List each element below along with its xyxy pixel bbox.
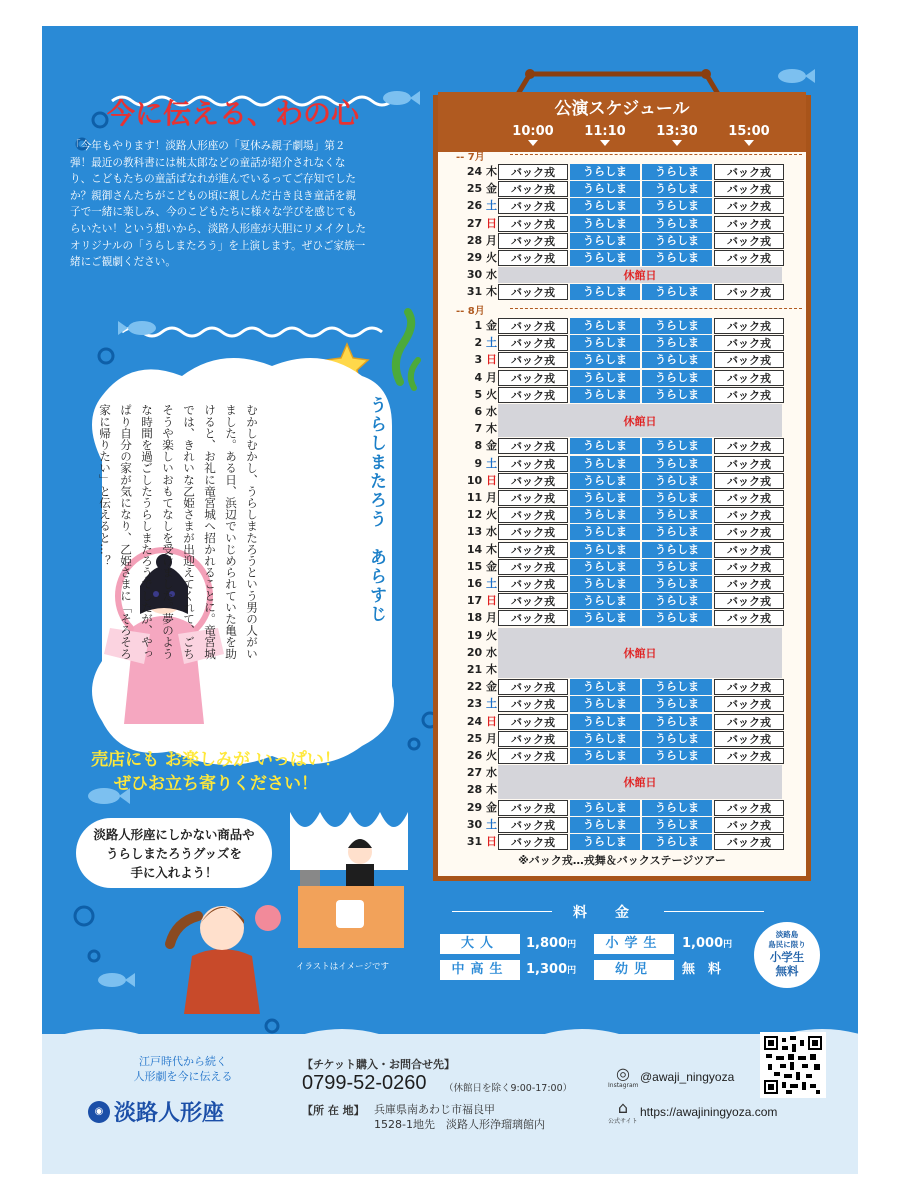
- performance-backstage: バック戎: [498, 800, 568, 816]
- home-icon: ⌂ 公式サイト: [608, 1098, 638, 1125]
- weekday: 水: [486, 405, 497, 418]
- performance-backstage: バック戎: [498, 748, 568, 764]
- story-text: むかしむかし、うらしまたろうという男の人がいました。ある日、浜辺でいじめられていた亀を助けると、お礼に竜宮城へ招かれることに。竜宮城では、きれいな乙姫さまが出迎えてくれて、ごちそうや楽しいおもてなしを受けました。夢のような時間を過ごしたうらしまたろうでしたが、やっぱり自分の家が気になり、乙姫さまに「そろそろ家に帰りたい」と伝えると…？: [98, 404, 259, 660]
- date-number: 19: [466, 628, 483, 642]
- performance-urashima: うらしま: [642, 696, 712, 712]
- schedule-title: 公演スケジュール: [554, 99, 690, 119]
- weekday: 土: [486, 336, 497, 350]
- performance-backstage: バック戎: [498, 284, 568, 300]
- divider: [510, 154, 802, 155]
- performance-backstage: バック戎: [714, 748, 784, 764]
- date-label: [440, 233, 497, 249]
- time-arrows: [0, 0, 900, 160]
- performance-urashima: うらしま: [642, 490, 712, 506]
- date-number: 15: [466, 559, 483, 573]
- date-number: 24: [466, 165, 483, 178]
- performance-urashima: うらしま: [642, 164, 712, 180]
- performance-urashima: うらしま: [642, 610, 712, 626]
- performance-urashima: うらしま: [570, 679, 640, 695]
- date-number: 5: [474, 387, 483, 401]
- date-number: 8: [474, 439, 483, 453]
- date-label: [440, 473, 497, 489]
- performance-urashima: うらしま: [642, 542, 712, 558]
- weekday: 土: [486, 199, 497, 213]
- price-label-infant: 幼児: [594, 960, 674, 980]
- performance-urashima: うらしま: [642, 284, 712, 300]
- performance-urashima: うらしま: [570, 542, 640, 558]
- weekday: 木: [486, 542, 497, 556]
- weekday: 火: [486, 508, 497, 522]
- performance-backstage: バック戎: [714, 696, 784, 712]
- date-label: [440, 800, 497, 816]
- address-label: 【所 在 地】: [302, 1104, 365, 1117]
- performance-urashima: うらしま: [642, 593, 712, 609]
- islander-badge: 淡路島 島民に限り 小学生 無料: [752, 920, 822, 990]
- performance-backstage: バック戎: [714, 233, 784, 249]
- phone-number[interactable]: 0799-52-0260: [302, 1072, 427, 1094]
- performance-urashima: うらしま: [570, 456, 640, 472]
- month-label: -- 8月: [456, 306, 485, 317]
- performance-urashima: うらしま: [642, 198, 712, 214]
- date-label: [440, 559, 497, 575]
- weekday: 日: [486, 594, 497, 608]
- performance-backstage: バック戎: [498, 834, 568, 850]
- date-label: [440, 318, 497, 334]
- date-label: [440, 284, 497, 300]
- time-header: 13:30: [656, 124, 698, 139]
- performance-urashima: うらしま: [642, 318, 712, 334]
- performance-urashima: うらしま: [570, 834, 640, 850]
- closed-day-block: 休館日: [498, 404, 782, 437]
- price-label-junior: 中高生: [440, 960, 520, 980]
- weekday: 金: [486, 182, 497, 196]
- performance-backstage: バック戎: [498, 216, 568, 232]
- performance-backstage: バック戎: [714, 216, 784, 232]
- weekday: 金: [486, 680, 497, 694]
- date-number: 31: [466, 285, 483, 299]
- date-number: 1: [474, 319, 483, 332]
- date-label: [440, 679, 497, 695]
- weekday: 土: [486, 817, 497, 831]
- performance-urashima: うらしま: [570, 473, 640, 489]
- logo: ◉ 淡路人形座: [88, 1096, 224, 1127]
- performance-urashima: うらしま: [642, 507, 712, 523]
- story-title: うらしまたろう あらすじ: [366, 396, 386, 624]
- performance-backstage: バック戎: [498, 164, 568, 180]
- performance-urashima: うらしま: [642, 456, 712, 472]
- date-label: [440, 335, 497, 351]
- tagline: 江戸時代から続く 人形劇を今に伝える: [133, 1055, 233, 1083]
- image-note: イラストはイメージです: [296, 962, 389, 972]
- performance-urashima: うらしま: [570, 164, 640, 180]
- price-value-adult: 1,800円: [526, 936, 577, 951]
- date-label: [440, 490, 497, 506]
- price-value-junior: 1,300円: [526, 962, 577, 977]
- date-label: [440, 181, 497, 197]
- performance-backstage: バック戎: [498, 456, 568, 472]
- weekday: 金: [486, 800, 497, 814]
- contact-heading: 【チケット購入・お問合せ先】: [302, 1058, 456, 1071]
- performance-backstage: バック戎: [498, 593, 568, 609]
- date-label: [440, 731, 497, 747]
- time-header: 10:00: [512, 124, 554, 139]
- date-number: 14: [466, 542, 483, 556]
- performance-backstage: バック戎: [498, 524, 568, 540]
- weekday: 金: [486, 319, 497, 332]
- date-label: [440, 696, 497, 712]
- performance-urashima: うらしま: [570, 233, 640, 249]
- date-label: [440, 817, 497, 833]
- price-value-elementary: 1,000円: [682, 936, 733, 951]
- time-header: 15:00: [728, 124, 770, 139]
- divider: [510, 308, 802, 309]
- weekday: 月: [486, 491, 497, 504]
- date-label: [440, 438, 497, 454]
- performance-backstage: バック戎: [498, 576, 568, 592]
- performance-urashima: うらしま: [642, 216, 712, 232]
- weekday: 水: [486, 525, 497, 539]
- performance-backstage: バック戎: [714, 370, 784, 386]
- girl-illustration: [170, 905, 281, 1014]
- weekday: 火: [486, 628, 497, 642]
- weekday: 月: [486, 233, 497, 247]
- weekday: 日: [486, 473, 497, 487]
- date-label: [440, 216, 497, 232]
- performance-urashima: うらしま: [570, 352, 640, 368]
- performance-urashima: うらしま: [570, 318, 640, 334]
- weekday: 土: [486, 697, 497, 711]
- weekday: 土: [486, 577, 497, 590]
- month-label: -- 7月: [456, 152, 485, 163]
- date-number: 24: [466, 714, 483, 728]
- date-number: 4: [474, 370, 483, 384]
- performance-backstage: バック戎: [714, 731, 784, 747]
- performance-urashima: うらしま: [570, 817, 640, 833]
- weekday: 日: [486, 714, 497, 728]
- performance-urashima: うらしま: [642, 576, 712, 592]
- date-label: [440, 524, 497, 540]
- price-label-adult: 大人: [440, 934, 520, 954]
- date-number: 25: [466, 731, 483, 745]
- performance-urashima: うらしま: [570, 181, 640, 197]
- date-number: 29: [466, 251, 483, 264]
- performance-urashima: うらしま: [642, 233, 712, 249]
- performance-backstage: バック戎: [714, 800, 784, 816]
- performance-urashima: うらしま: [642, 817, 712, 833]
- date-number: 21: [466, 663, 483, 676]
- performance-backstage: バック戎: [714, 473, 784, 489]
- performance-backstage: バック戎: [498, 679, 568, 695]
- date-label: [440, 421, 497, 437]
- weekday: 月: [486, 611, 497, 625]
- date-label: [440, 748, 497, 764]
- performance-backstage: バック戎: [714, 387, 784, 403]
- performance-urashima: うらしま: [642, 250, 712, 266]
- phone-hours: （休館日を除く9:00-17:00）: [444, 1083, 573, 1094]
- performance-urashima: うらしま: [642, 559, 712, 575]
- performance-urashima: うらしま: [570, 490, 640, 506]
- date-label: [440, 834, 497, 850]
- shop-illustration: [290, 812, 408, 948]
- performance-backstage: バック戎: [714, 490, 784, 506]
- performance-urashima: うらしま: [570, 284, 640, 300]
- address: 兵庫県南あわじ市福良甲 1528-1地先 淡路人形浄瑠璃館内: [374, 1103, 545, 1131]
- performance-urashima: うらしま: [642, 438, 712, 454]
- weekday: 月: [486, 731, 497, 745]
- performance-urashima: うらしま: [570, 731, 640, 747]
- performance-urashima: うらしま: [642, 834, 712, 850]
- performance-backstage: バック戎: [498, 387, 568, 403]
- price-value-infant: 無 料: [682, 962, 722, 977]
- performance-backstage: バック戎: [714, 610, 784, 626]
- date-label: [440, 542, 497, 558]
- performance-urashima: うらしま: [570, 250, 640, 266]
- performance-urashima: うらしま: [570, 507, 640, 523]
- date-number: 26: [466, 749, 483, 762]
- date-label: [440, 628, 497, 644]
- date-number: 25: [466, 182, 483, 196]
- performance-urashima: うらしま: [570, 335, 640, 351]
- performance-backstage: バック戎: [714, 593, 784, 609]
- performance-backstage: バック戎: [714, 524, 784, 540]
- performance-urashima: うらしま: [642, 387, 712, 403]
- date-number: 20: [466, 645, 483, 659]
- wavy-line-bottom: [122, 328, 382, 336]
- performance-backstage: バック戎: [498, 318, 568, 334]
- date-number: 28: [466, 233, 483, 247]
- date-label: [440, 352, 497, 368]
- closed-day-block: 休館日: [498, 765, 782, 798]
- weekday: 日: [486, 216, 497, 230]
- headline: 今に伝える、わの心: [106, 97, 360, 130]
- performance-backstage: バック戎: [498, 490, 568, 506]
- performance-backstage: バック戎: [498, 233, 568, 249]
- date-number: 2: [474, 336, 483, 350]
- weekday: 金: [486, 439, 497, 453]
- date-number: 26: [466, 199, 483, 213]
- performance-backstage: バック戎: [498, 559, 568, 575]
- performance-urashima: うらしま: [642, 335, 712, 351]
- weekday: 木: [486, 422, 497, 436]
- performance-backstage: バック戎: [714, 834, 784, 850]
- date-number: 27: [466, 766, 483, 780]
- date-label: [440, 593, 497, 609]
- date-label: [440, 404, 497, 420]
- date-label: [440, 198, 497, 214]
- price-title: 料金: [573, 905, 657, 921]
- performance-backstage: バック戎: [714, 456, 784, 472]
- date-label: [440, 250, 497, 266]
- weekday: 日: [486, 353, 497, 367]
- performance-urashima: うらしま: [642, 352, 712, 368]
- performance-backstage: バック戎: [498, 714, 568, 730]
- date-label: [440, 782, 497, 798]
- performance-urashima: うらしま: [570, 610, 640, 626]
- qr-code[interactable]: [760, 1032, 826, 1098]
- performance-urashima: うらしま: [570, 714, 640, 730]
- weekday: 火: [486, 749, 497, 762]
- weekday: 月: [486, 370, 497, 384]
- date-number: 13: [466, 525, 483, 539]
- weekday: 木: [486, 663, 497, 676]
- weekday: 土: [486, 456, 497, 470]
- performance-backstage: バック戎: [498, 731, 568, 747]
- performance-backstage: バック戎: [498, 473, 568, 489]
- weekday: 金: [486, 559, 497, 573]
- date-number: 12: [466, 508, 483, 522]
- logo-mark-icon: ◉: [88, 1101, 110, 1123]
- performance-backstage: バック戎: [714, 507, 784, 523]
- date-number: 16: [466, 577, 483, 590]
- date-number: 17: [466, 594, 483, 608]
- date-number: 6: [474, 405, 483, 418]
- performance-urashima: うらしま: [570, 387, 640, 403]
- weekday: 木: [486, 165, 497, 178]
- date-number: 29: [466, 800, 483, 814]
- weekday: 水: [486, 645, 497, 659]
- performance-urashima: うらしま: [570, 524, 640, 540]
- performance-backstage: バック戎: [498, 198, 568, 214]
- performance-urashima: うらしま: [642, 524, 712, 540]
- performance-urashima: うらしま: [642, 714, 712, 730]
- performance-urashima: うらしま: [642, 370, 712, 386]
- performance-urashima: うらしま: [570, 370, 640, 386]
- date-label: [440, 456, 497, 472]
- performance-backstage: バック戎: [714, 352, 784, 368]
- performance-urashima: うらしま: [570, 576, 640, 592]
- performance-backstage: バック戎: [498, 542, 568, 558]
- date-number: 27: [466, 216, 483, 230]
- performance-backstage: バック戎: [498, 438, 568, 454]
- instagram-icon: ◎ Instagram: [608, 1064, 639, 1089]
- weekday: 火: [486, 251, 497, 264]
- performance-backstage: バック戎: [714, 335, 784, 351]
- performance-backstage: バック戎: [498, 335, 568, 351]
- performance-urashima: うらしま: [570, 216, 640, 232]
- seaweed-icon: [411, 360, 418, 388]
- date-number: 22: [466, 680, 483, 694]
- performance-backstage: バック戎: [498, 370, 568, 386]
- date-number: 23: [466, 697, 483, 711]
- price-label-elementary: 小学生: [594, 934, 674, 954]
- performance-backstage: バック戎: [714, 576, 784, 592]
- performance-backstage: バック戎: [714, 164, 784, 180]
- performance-backstage: バック戎: [498, 610, 568, 626]
- performance-backstage: バック戎: [714, 250, 784, 266]
- performance-urashima: うらしま: [570, 438, 640, 454]
- date-label: [440, 765, 497, 781]
- shop-speech-bubble: 淡路人形座にしかない商品や うらしまたろうグッズを 手に入れよう！: [76, 818, 272, 888]
- performance-backstage: バック戎: [498, 250, 568, 266]
- date-number: 7: [474, 422, 483, 436]
- date-label: [440, 576, 497, 592]
- performance-backstage: バック戎: [498, 817, 568, 833]
- performance-backstage: バック戎: [714, 198, 784, 214]
- weekday: 水: [486, 268, 497, 282]
- date-number: 10: [466, 473, 483, 487]
- weekday: 日: [486, 835, 497, 848]
- date-label: [440, 610, 497, 626]
- weekday: 木: [486, 783, 497, 797]
- performance-backstage: バック戎: [498, 507, 568, 523]
- performance-backstage: バック戎: [714, 542, 784, 558]
- date-label: [440, 507, 497, 523]
- date-label: [440, 267, 497, 283]
- date-number: 18: [466, 611, 483, 625]
- intro-text: 「今年もやります！淡路人形座の「夏休み親子劇場」第２弾！最近の教科書には桃太郎などの童話が紹介されなくなり、こどもたちの童話ばなれが進んでいるってご存知でしたか？親御さんたちがこどもの頃に親しんだ古き良き童話を親子で一緒に楽しみ、今のこどもたちに様々な学びを感じてもらいたい！という想いから、淡路人形座が大胆にリメイクしたオリジナルの「うらしまたろう」を上演します。ぜひご家族一緒にご観劇ください。: [70, 140, 366, 269]
- performance-urashima: うらしま: [570, 800, 640, 816]
- date-label: [440, 645, 497, 661]
- schedule-note: ※バック戎…戎舞＆バックステージツアー: [518, 854, 726, 867]
- date-number: 30: [466, 268, 483, 282]
- fish-icon: [118, 321, 156, 335]
- performance-urashima: うらしま: [570, 748, 640, 764]
- performance-backstage: バック戎: [714, 679, 784, 695]
- performance-urashima: うらしま: [642, 679, 712, 695]
- date-number: 30: [466, 817, 483, 831]
- instagram-handle[interactable]: @awaji_ningyoza: [640, 1070, 735, 1084]
- weekday: 水: [486, 766, 497, 780]
- date-number: 9: [474, 456, 483, 470]
- performance-backstage: バック戎: [498, 352, 568, 368]
- date-number: 3: [474, 353, 483, 367]
- fish-icon: [98, 973, 135, 987]
- closed-day-block: 休館日: [498, 628, 782, 679]
- performance-backstage: バック戎: [714, 438, 784, 454]
- website-link[interactable]: https://awajiningyoza.com: [640, 1105, 778, 1119]
- date-number: 31: [466, 835, 483, 848]
- performance-urashima: うらしま: [642, 748, 712, 764]
- shop-title: 売店にも お楽しみが いっぱい！ ぜひお立ち寄りください！: [91, 750, 341, 794]
- performance-backstage: バック戎: [714, 817, 784, 833]
- performance-backstage: バック戎: [714, 318, 784, 334]
- performance-urashima: うらしま: [642, 181, 712, 197]
- performance-urashima: うらしま: [570, 559, 640, 575]
- date-label: [440, 714, 497, 730]
- performance-backstage: バック戎: [498, 181, 568, 197]
- date-label: [440, 370, 497, 386]
- performance-backstage: バック戎: [498, 696, 568, 712]
- date-label: [440, 387, 497, 403]
- performance-backstage: バック戎: [714, 559, 784, 575]
- date-number: 11: [466, 491, 483, 504]
- performance-urashima: うらしま: [570, 198, 640, 214]
- performance-urashima: うらしま: [570, 696, 640, 712]
- performance-urashima: うらしま: [642, 731, 712, 747]
- performance-urashima: うらしま: [642, 800, 712, 816]
- date-number: 28: [466, 783, 483, 797]
- weekday: 火: [486, 387, 497, 401]
- qr-code-icon: [764, 1036, 822, 1094]
- time-header: 11:10: [584, 124, 626, 139]
- weekday: 木: [486, 285, 497, 299]
- performance-urashima: うらしま: [642, 473, 712, 489]
- date-label: [440, 164, 497, 180]
- date-label: [440, 662, 497, 678]
- performance-backstage: バック戎: [714, 181, 784, 197]
- closed-day-block: 休館日: [498, 267, 782, 283]
- performance-backstage: バック戎: [714, 284, 784, 300]
- performance-backstage: バック戎: [714, 714, 784, 730]
- performance-urashima: うらしま: [570, 593, 640, 609]
